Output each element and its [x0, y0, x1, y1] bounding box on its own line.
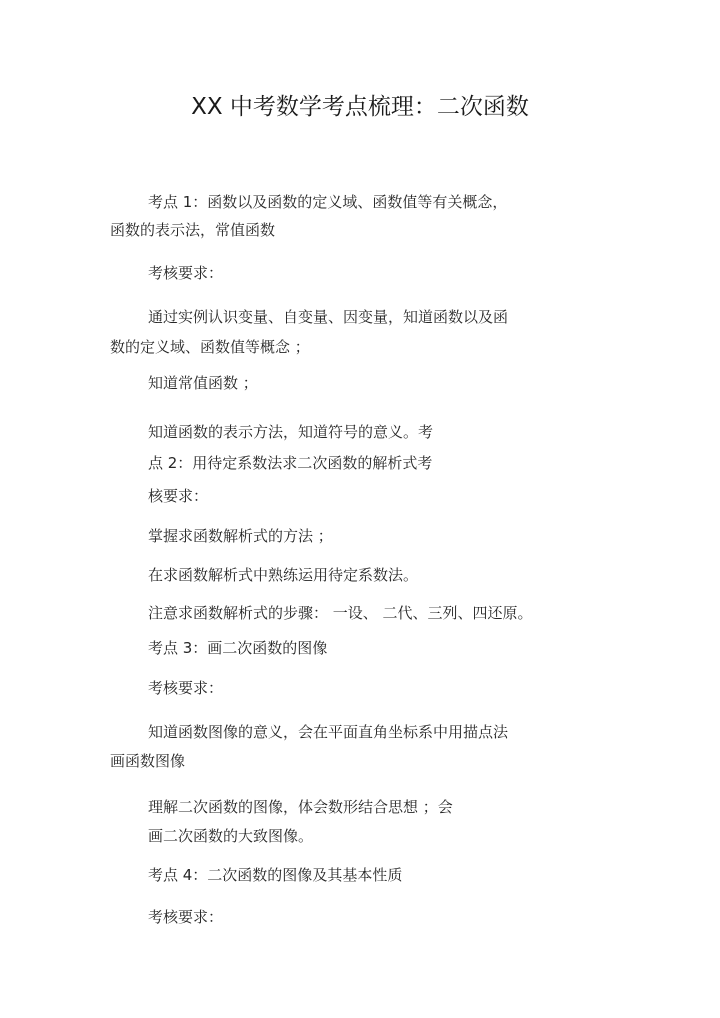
text-line: 数的定义域、函数值等概念 ；	[110, 338, 310, 356]
text-line: 考核要求：	[148, 264, 224, 282]
page-title: XX 中考数学考点梳理：二次函数	[191, 94, 529, 120]
text-line: 通过实例认识变量、自变量、因变量，知道函数以及函	[148, 308, 509, 326]
text-line: 注意求函数解析式的步骤： 一设、 二代、三列、四还原。	[148, 604, 533, 622]
text-line: 核要求：	[148, 487, 209, 505]
text-line: 知道常值函数 ；	[148, 374, 258, 392]
text-line: 考点 1：函数以及函数的定义域、函数值等有关概念，	[148, 193, 508, 211]
text-line: 画二次函数的大致图像。	[148, 827, 314, 845]
text-line: 掌握求函数解析式的方法 ；	[148, 527, 333, 545]
text-line: 考核要求：	[148, 908, 224, 926]
text-line: 知道函数的表示方法，知道符号的意义。考	[148, 423, 434, 441]
text-line: 理解二次函数的图像，体会数形结合思想 ；会	[148, 798, 453, 816]
text-line: 函数的表示法，常值函数	[110, 221, 276, 239]
text-line: 考点 4：二次函数的图像及其基本性质	[148, 866, 403, 884]
text-line: 在求函数解析式中熟练运用待定系数法。	[148, 566, 419, 584]
text-line: 点 2：用待定系数法求二次函数的解析式考	[148, 454, 433, 472]
text-line: 画函数图像	[110, 752, 186, 770]
text-line: 考核要求：	[148, 679, 224, 697]
text-line: 考点 3：画二次函数的图像	[148, 639, 328, 657]
text-line: 知道函数图像的意义，会在平面直角坐标系中用描点法	[148, 723, 509, 741]
